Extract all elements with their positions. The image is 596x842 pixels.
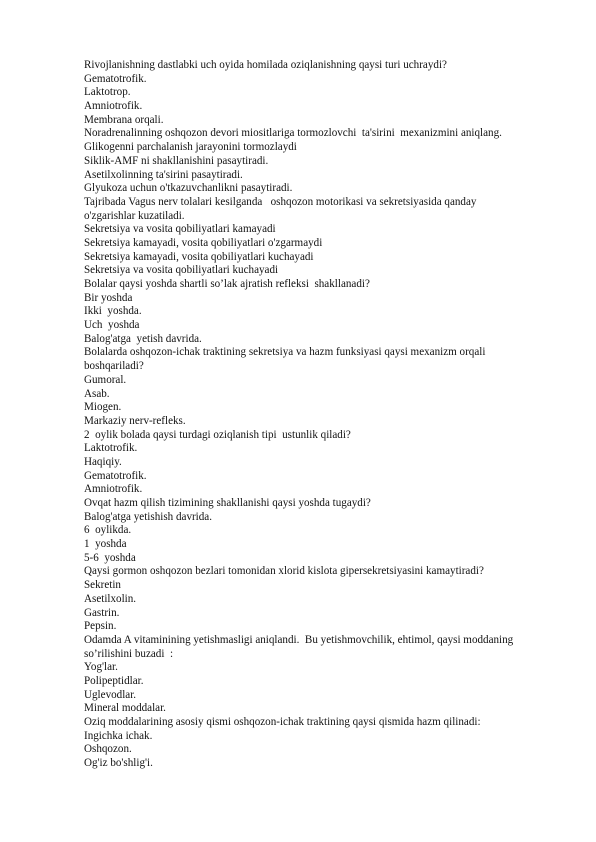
text-line: Siklik-AMF ni shakllanishini pasaytiradi. — [84, 154, 269, 167]
text-line: Ikki yoshda. — [84, 305, 142, 318]
text-line: Bolalarda oshqozon-ichak traktining sekretsiya va hazm funksiyasi qaysi mexanizm orqali — [84, 346, 486, 359]
text-line: 2 oylik bolada qaysi turdagi oziqlanish tipi ustunlik qiladi? — [84, 428, 351, 441]
text-line: Miogen. — [84, 401, 122, 414]
text-line: Markaziy nerv-refleks. — [84, 414, 186, 427]
text-line: Gumoral. — [84, 373, 127, 386]
text-line: Odamda A vitaminining yetishmasligi aniqlandi. Bu yetishmovchilik, ehtimol, qaysi moddaning — [84, 633, 514, 646]
text-line: Ingichka ichak. — [84, 729, 153, 742]
text-line: Sekretin — [84, 579, 121, 592]
text-line: Sekretsiya va vosita qobiliyatlari kamayadi — [84, 223, 276, 236]
text-line: Laktotrofik. — [84, 442, 138, 455]
text-line: Glikogenni parchalanish jarayonini tormozlaydi — [84, 141, 297, 154]
document-page — [84, 59, 564, 771]
text-line: Mineral moddalar. — [84, 702, 166, 715]
text-line: Membrana orqali. — [84, 113, 164, 126]
text-line: Bolalar qaysi yoshda shartli so’lak ajratish refleksi shakllanadi? — [84, 278, 370, 290]
text-line: Uch yoshda — [84, 319, 140, 332]
text-line: 5-6 yoshda — [84, 551, 136, 564]
text-line: 6 oylikda. — [84, 524, 132, 537]
text-line: Sekretsiya kamayadi, vosita qobiliyatlari o'zgarmaydi — [84, 236, 323, 249]
text-line: Tajribada Vagus nerv tolalari kesilganda oshqozon motorikasi va sekretsiyasida qanday — [84, 195, 477, 208]
text-line: Sekretsiya va vosita qobiliyatlari kuchayadi — [84, 264, 279, 277]
text-line: Balog'atga yetishish davrida. — [84, 510, 213, 523]
text-line: Noradrenalinning oshqozon devori miositlariga tormozlovchi ta'sirini mexanizmini aniqlang. — [84, 127, 502, 140]
text-line: Asetilxolinning ta'sirini pasaytiradi. — [84, 168, 243, 181]
text-line: Gastrin. — [84, 606, 120, 619]
text-line: Balog'atga yetish davrida. — [84, 332, 202, 345]
text-line: Bir yoshda — [84, 291, 133, 304]
text-line: boshqariladi? — [84, 360, 144, 373]
text-line: 1 yoshda — [84, 538, 127, 551]
text-line: Haqiqiy. — [84, 455, 122, 468]
text-line: Gematotrofik. — [84, 469, 147, 482]
text-line: Glyukoza uchun o'tkazuvchanlikni pasaytiradi. — [84, 182, 293, 195]
text-line: so’rilishini buzadi : — [84, 647, 174, 660]
text-line: o'zgarishlar kuzatiladi. — [84, 209, 185, 222]
text-line: Qaysi gormon oshqozon bezlari tomonidan xlorid kislota gipersekretsiyasini kamaytiradi? — [84, 565, 484, 578]
text-line: Gematotrofik. — [84, 72, 147, 85]
text-line: Laktotrop. — [84, 86, 131, 99]
text-line: Ovqat hazm qilish tizimining shakllanishi qaysi yoshda tugaydi? — [84, 497, 371, 509]
text-line: Oshqozon. — [84, 743, 132, 756]
text-line: Amniotrofik. — [84, 483, 143, 496]
text-line: Sekretsiya kamayadi, vosita qobiliyatlari kuchayadi — [84, 250, 314, 263]
text-line: Asab. — [84, 387, 110, 400]
text-line: Amniotrofik. — [84, 100, 143, 113]
text-line: Og'iz bo'shlig'i. — [84, 757, 153, 770]
text-line: Yog'lar. — [84, 661, 118, 674]
text-line: Rivojlanishning dastlabki uch oyida homilada oziqlanishning qaysi turi uchraydi? — [84, 59, 447, 71]
text-line: Oziq moddalarining asosiy qismi oshqozon-ichak traktining qaysi qismida hazm qilinadi: — [84, 716, 481, 728]
text-line: Uglevodlar. — [84, 688, 137, 701]
text-line: Pepsin. — [84, 620, 117, 633]
text-line: Polipeptidlar. — [84, 674, 144, 687]
text-line: Asetilxolin. — [84, 592, 137, 605]
